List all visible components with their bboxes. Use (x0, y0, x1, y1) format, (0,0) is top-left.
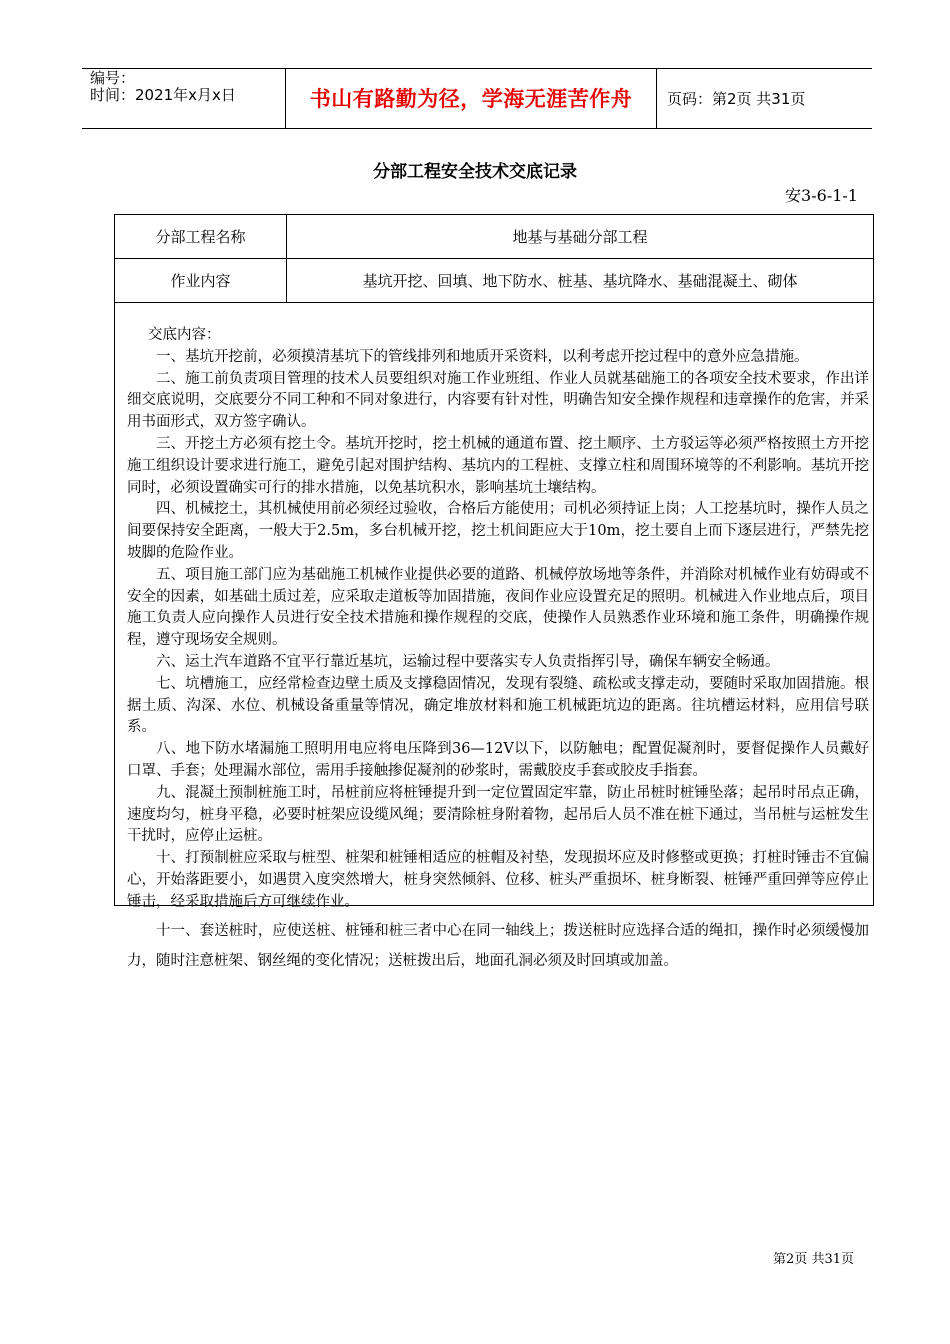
disclosure-paragraph: 六、运土汽车道路不宜平行靠近基坑，运输过程中要落实专人负责指挥引导，确保车辆安全畅通。 (156, 653, 780, 670)
disclosure-paragraph: 四、机械挖土，其机械使用前必须经过验收，合格后方能使用；司机必须持证上岗；人工挖基坑时，操作人员之间要保持安全距离，一般大于2.5m，多台机械开挖，挖土机间距应大于10m，挖土要自上而下逐层进行，严禁先挖坡脚的危险作业。 (127, 501, 869, 561)
project-name-row (115, 215, 873, 259)
disclosure-paragraph: 二、施工前负责项目管理的技术人员要组织对施工作业班组、作业人员就基础施工的各项安全技术要求，作出详细交底说明，交底要分不同工种和不同对象进行，内容要有针对性，明确告知安全操作规程和违章操作的危害，并采用书面形式，双方签字确认。 (127, 370, 869, 431)
document-number-label: 编号： (90, 69, 136, 87)
disclosure-paragraph: 十一、套送桩时，应使送桩、桩锤和桩三者中心在同一轴线上；拨送桩时应选择合适的绳扣，操作时必须缓慢加力，随时注意桩架、钢丝绳的变化情况；送桩拨出后，地面孔洞必须及时回填或加盖。 (127, 922, 869, 969)
footer-page-info: 第2页 共31页 (773, 1252, 854, 1267)
work-content-value: 基坑开挖、回填、地下防水、桩基、基坑降水、基础混凝土、砌体 (362, 272, 798, 290)
disclosure-paragraph: 一、基坑开挖前，必须摸清基坑下的管线排列和地质开采资料，以利考虑开挖过程中的意外应急措施。 (156, 348, 809, 365)
disclosure-paragraph: 九、混凝土预制桩施工时，吊桩前应将桩锤提升到一定位置固定牢靠，防止吊桩时桩锤坠落；起吊时吊点正确，速度均匀，桩身平稳，必要时桩架应设缆风绳；要清除桩身附着物，起吊后人员不准在桩下通过，当吊桩与运桩发生干扰时，应停止运桩。 (127, 784, 869, 845)
disclosure-paragraph: 五、项目施工部门应为基础施工机械作业提供必要的道路、机械停放场地等条件，并消除对机械作业有妨碍或不安全的因素，如基础土质过差，应采取走道板等加固措施，夜间作业应设置充足的照明。机械进入作业地点后，项目施工负责人应向操作人员进行安全技术措施和操作规程的交底，使操作人员熟悉作业环境和施工条件，明确操作规程，遵守现场安全规则。 (127, 566, 869, 649)
disclosure-paragraph: 七、坑槽施工，应经常检查边壁土质及支撑稳固情况，发现有裂缝、疏松或支撑走动，要随时采取加固措施。根据土质、沟深、水位、机械设备重量等情况，确定堆放材料和施工机械距坑边的距离。往坑槽运材料，应用信号联系。 (127, 675, 869, 736)
project-name-value: 地基与基础分部工程 (512, 228, 648, 246)
work-content-row (115, 259, 873, 303)
disclosure-paragraph: 十、打预制桩应采取与桩型、桩架和桩锤相适应的桩帽及衬垫，发现损坏应及时修整或更换；打桩时锤击不宜偏心，开始落距要小，如遇贯入度突然增大，桩身突然倾斜、位移、桩头严重损坏、桩身断裂、桩锤严重回弹等应停止锤击，经采取措施后方可继续作业。 (127, 850, 869, 910)
header-bottom-rule (82, 128, 872, 129)
document-code: 安3-6-1-1 (785, 186, 858, 205)
document-title: 分部工程安全技术交底记录 (373, 162, 577, 182)
header-left-block (90, 70, 236, 104)
disclosure-heading: 交底内容： (148, 327, 221, 343)
header-motto: 书山有路勤为径，学海无涯苦作舟 (285, 68, 657, 128)
disclosure-content (127, 325, 869, 976)
disclosure-paragraph: 八、地下防水堵漏施工照明用电应将电压降到36—12V以下，以防触电；配置促凝剂时，要督促操作人员戴好口罩、手套；处理漏水部位，需用手接触掺促凝剂的砂浆时，需戴胶皮手套或胶皮手指套。 (127, 741, 869, 779)
project-name-label: 分部工程名称 (115, 215, 287, 258)
header-page-info: 页码：第2页 共31页 (667, 90, 806, 108)
disclosure-paragraph: 三、开挖土方必须有挖土令。基坑开挖时，挖土机械的通道布置、挖土顺序、土方驳运等必须严格按照土方开挖施工组织设计要求进行施工，避免引起对围护结构、基坑内的工程桩、支撑立柱和周围环境等的不利影响。基坑开挖同时，必须设置确实可行的排水措施，以免基坑积水，影响基坑土壤结构。 (127, 435, 869, 496)
date-line: 时间：2021年x月x日 (90, 86, 236, 104)
work-content-label: 作业内容 (115, 259, 287, 302)
disclosure-form-table (114, 214, 874, 969)
